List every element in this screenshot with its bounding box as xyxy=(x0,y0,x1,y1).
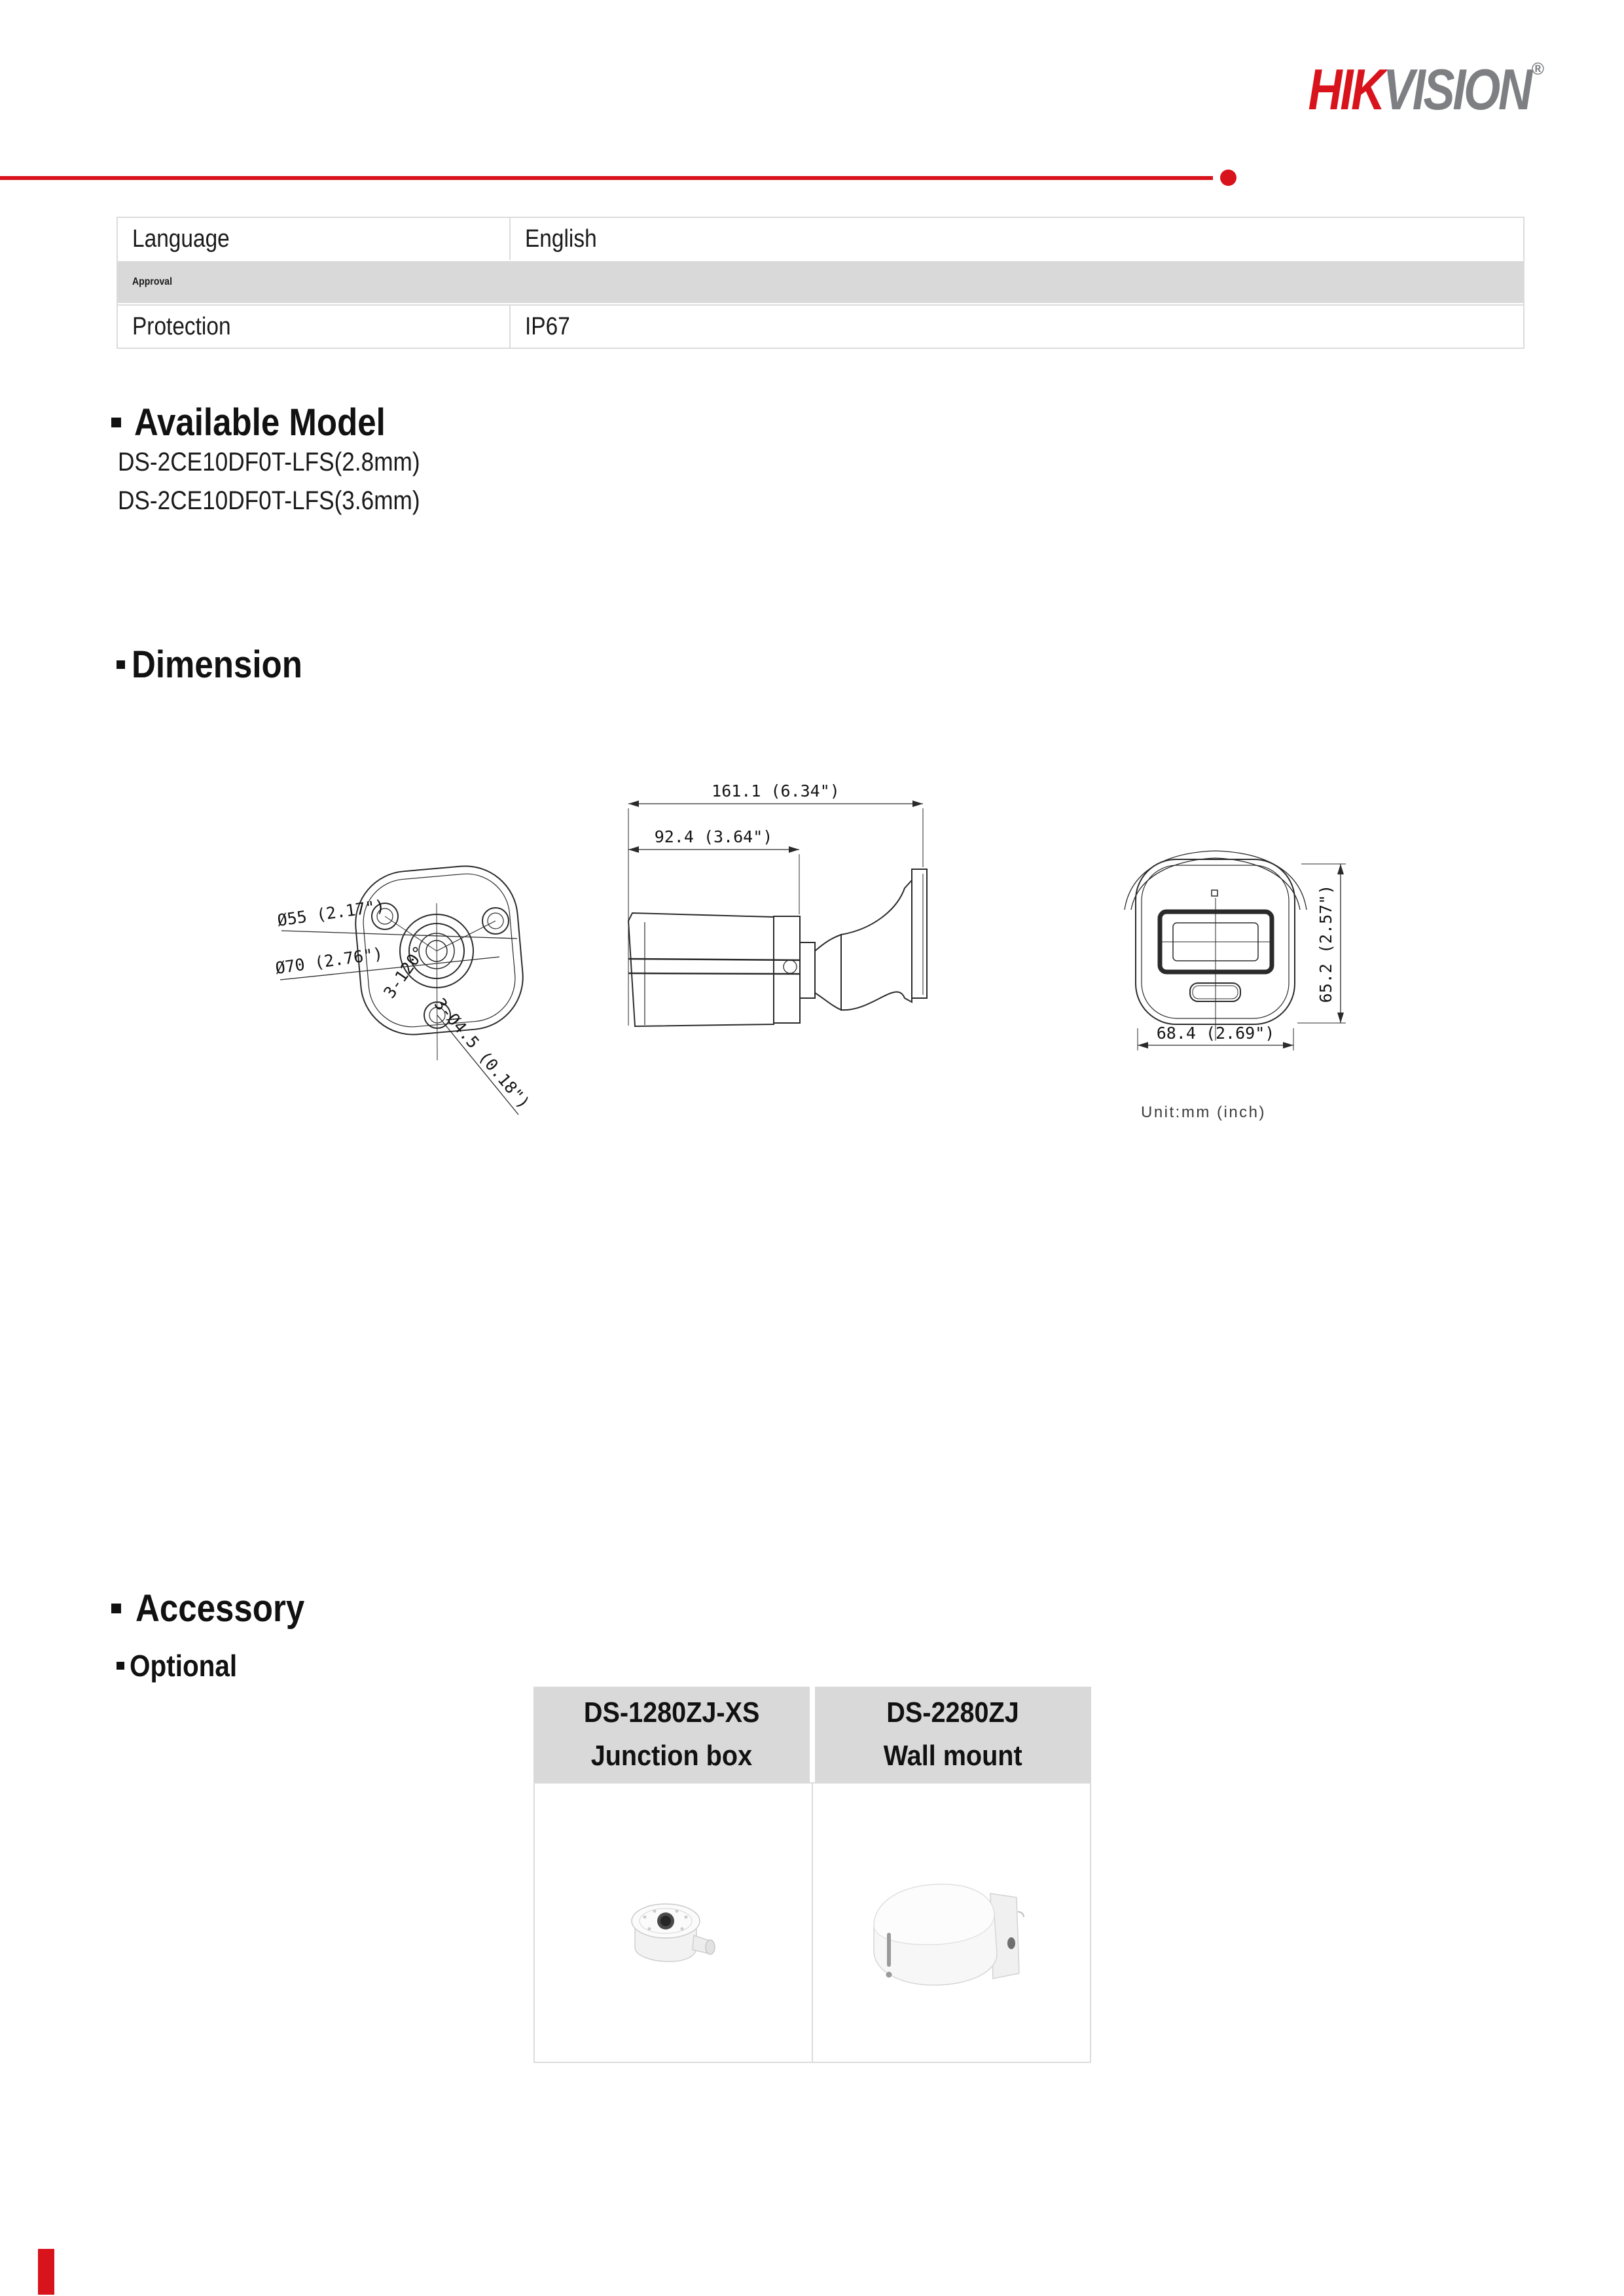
hikvision-logo xyxy=(1259,56,1544,123)
accessory-header-cell xyxy=(533,1687,810,1782)
dimension-heading xyxy=(117,643,326,687)
spec-value xyxy=(511,218,1523,260)
available-model-heading xyxy=(111,401,420,444)
dim-label: 92.4 (3.64") xyxy=(654,827,773,846)
accessory-table-header xyxy=(533,1687,1091,1782)
hikvision-logo-text xyxy=(1308,56,1530,123)
table-section-row xyxy=(118,260,1523,304)
logo-vision: VISION xyxy=(1382,57,1530,122)
heading-text: Accessory xyxy=(135,1587,305,1630)
section-row-text: Approval xyxy=(132,276,173,287)
model-text: DS-2CE10DF0T-LFS(2.8mm) xyxy=(118,448,420,476)
unit-note: Unit:mm (inch) xyxy=(1141,1103,1267,1121)
heading-text: Optional xyxy=(130,1649,238,1683)
spec-value xyxy=(511,306,1523,348)
heading-text: Dimension xyxy=(132,643,302,686)
dim-label: Ø70 (2.76") xyxy=(274,944,384,978)
junction-box-image xyxy=(623,1893,728,1969)
spec-label xyxy=(118,218,511,260)
spec-value-text: English xyxy=(525,224,597,253)
table-row xyxy=(118,304,1523,348)
red-divider-line xyxy=(0,176,1213,180)
side-view-drawing xyxy=(615,782,956,1044)
dim-label: Ø55 (2.17") xyxy=(276,896,386,930)
accessory-name: Wall mount xyxy=(884,1740,1022,1772)
dim-label: 65.2 (2.57") xyxy=(1316,884,1335,1003)
spec-label-text: Language xyxy=(132,224,230,253)
spec-value-text: IP67 xyxy=(525,312,570,340)
table-column-divider xyxy=(812,1784,813,2062)
accessory-model: DS-1280ZJ-XS xyxy=(583,1696,760,1729)
spec-label xyxy=(118,306,511,348)
dim-label: 161.1 (6.34") xyxy=(712,782,840,800)
accessory-table-body xyxy=(533,1782,1091,2063)
accessory-heading xyxy=(111,1587,327,1630)
optional-heading xyxy=(117,1648,252,1683)
accessory-name: Junction box xyxy=(590,1740,753,1772)
square-bullet-icon xyxy=(117,660,125,669)
front-view-drawing xyxy=(1113,844,1394,1126)
red-divider-dot xyxy=(1220,170,1236,186)
dim-label: 3-Ø4.5 (0.18") xyxy=(430,994,534,1113)
logo-hik: HIK xyxy=(1308,57,1383,122)
square-bullet-icon xyxy=(111,1604,121,1613)
accessory-model: DS-2280ZJ xyxy=(886,1696,1020,1729)
square-bullet-icon xyxy=(117,1662,124,1670)
model-item xyxy=(118,486,461,516)
square-bullet-icon xyxy=(111,418,121,427)
heading-text: Available Model xyxy=(134,401,386,444)
dim-label: 3-120° xyxy=(380,942,429,1002)
wall-mount-image xyxy=(862,1875,1045,1993)
spec-table xyxy=(117,217,1525,349)
dim-label: 68.4 (2.69") xyxy=(1156,1024,1275,1043)
footer-red-bar xyxy=(38,2249,54,2295)
model-item xyxy=(118,448,461,477)
table-row xyxy=(118,218,1523,260)
model-text: DS-2CE10DF0T-LFS(3.6mm) xyxy=(118,486,420,515)
accessory-header-cell xyxy=(815,1687,1091,1782)
spec-label-text: Protection xyxy=(132,312,231,340)
registered-trademark-icon: ® xyxy=(1531,59,1544,79)
rear-view-drawing xyxy=(262,841,537,1136)
